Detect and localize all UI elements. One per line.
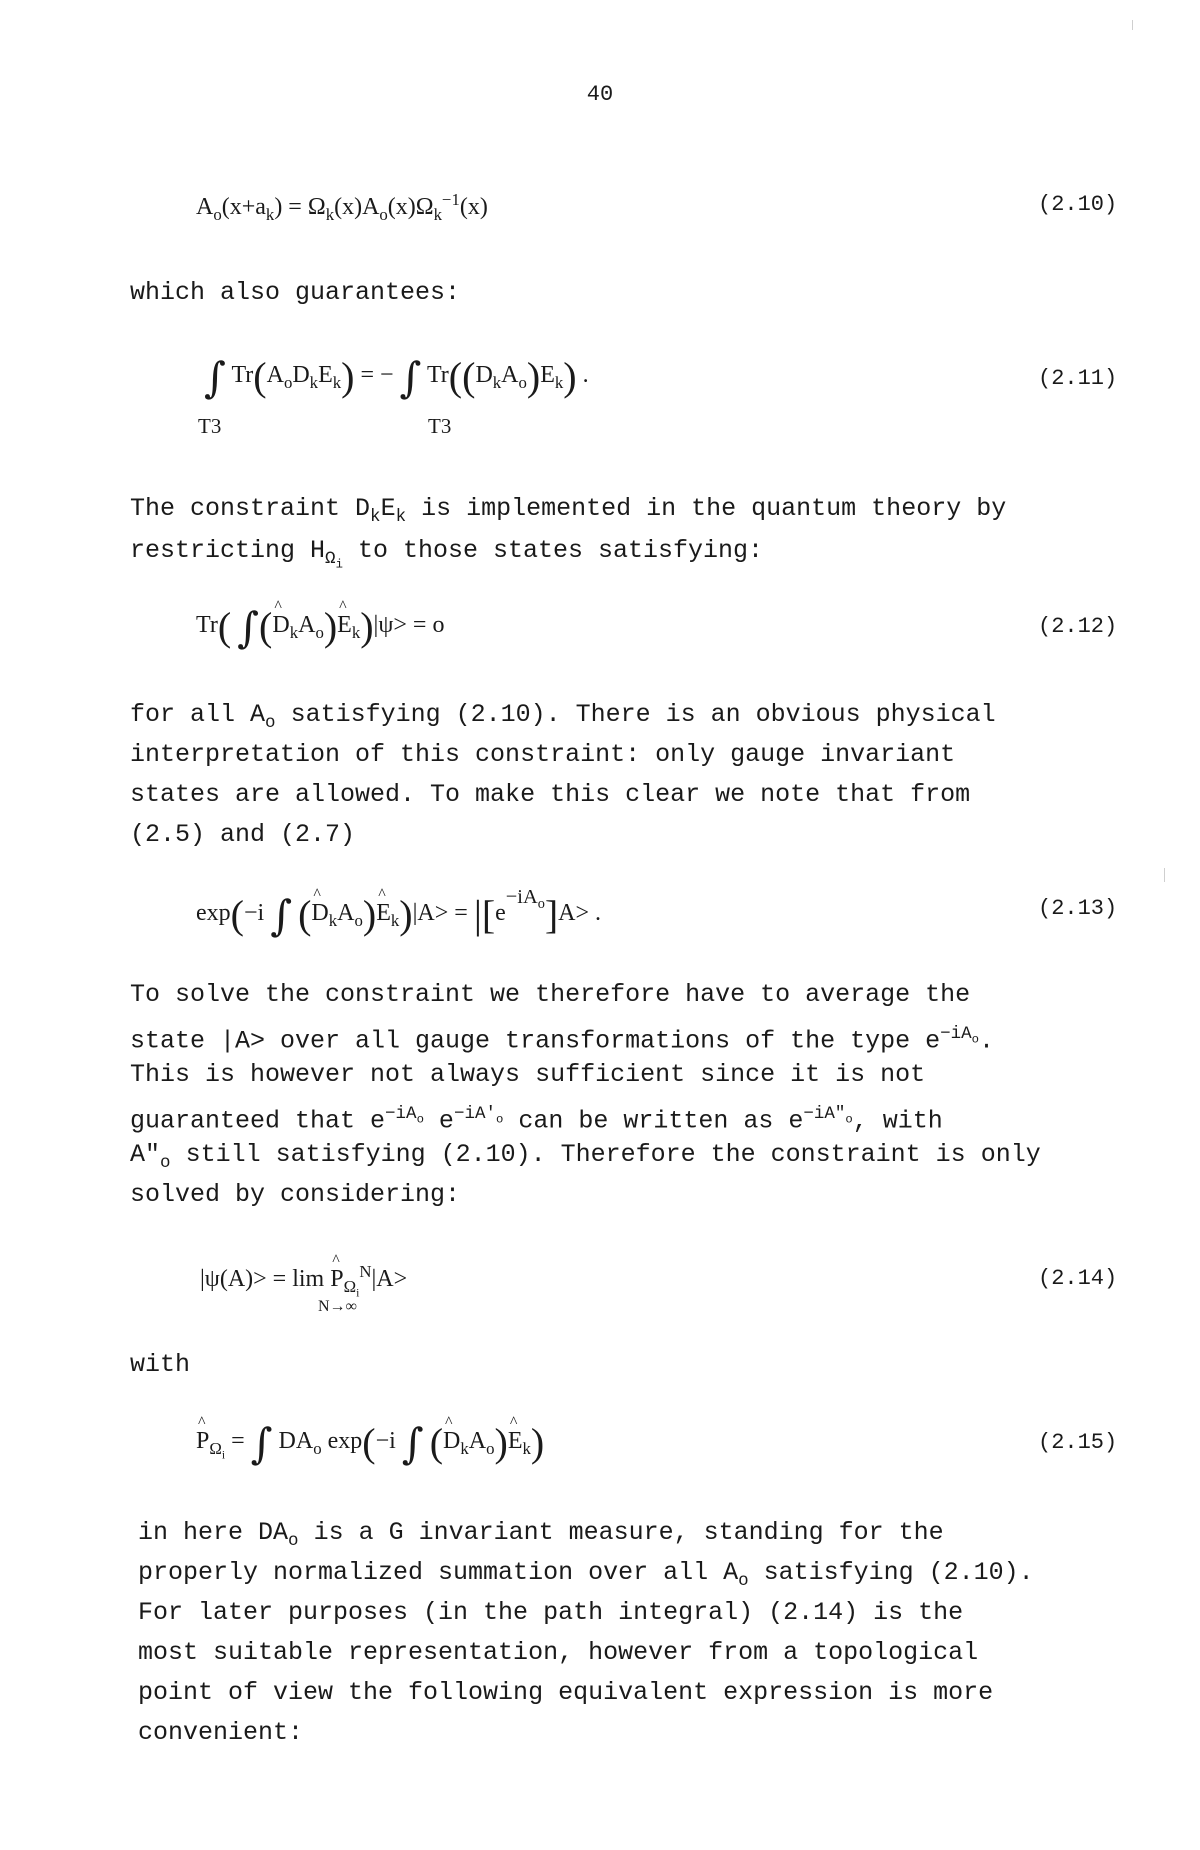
paragraph-text: point of view the following equivalent expression is more [138, 1678, 994, 1707]
scan-artifact [1132, 20, 1133, 30]
paragraph-text: This is however not always sufficient since it is not [130, 1060, 926, 1089]
paragraph-text: The constraint $D_kE_k$ is implemented in the quantum theory by [130, 494, 1007, 527]
paragraph-text: interpretation of this constraint: only gauge invariant [130, 740, 956, 769]
page-number: 40 [586, 82, 614, 107]
paragraph-text: restricting $H_{\Omega_i}$ to those states satisfying: [130, 536, 764, 572]
integral-domain: T3 [428, 414, 452, 438]
paragraph-text: For later purposes (in the path integral) (2.14) is the [138, 1598, 964, 1627]
paragraph-text: state |A> over all gauge transformations of the type $e^{-iA_o}$. [130, 1024, 995, 1056]
paragraph-text: $A"_o$ still satisfying (2.10). Therefore the constraint is only [130, 1140, 1041, 1173]
equation-2-15: ^ $P_{\Omega_i}$ = ∫ $DA_o$ exp(−i ∫ (^ $D_kA_o)\^{}$ $E_k$) [196, 1428, 544, 1461]
paragraph-text: most suitable representation, however from a topological [138, 1638, 979, 1667]
equation-2-14: |ψ(A)> = lim ^ $P_{\Omega_i}^N|A>$ [200, 1262, 407, 1299]
equation-2-13: exp(−i ∫ (^ $D_kA_o)\^{}$ $E_k)|A> = |[e^{-iA_o}]A>$ . [196, 894, 601, 931]
paragraph-text: To solve the constraint we therefore have to average the [130, 980, 971, 1009]
paragraph-text: solved by considering: [130, 1180, 461, 1209]
paragraph-text: (2.5) and (2.7) [130, 820, 356, 849]
integral-domain: T3 [198, 414, 222, 438]
equation-2-10: $A_o(x+a_k) = \Omega_k(x)A_o(x)\Omega_k^{-1}(x)$ [196, 190, 488, 224]
equation-2-12: Tr( ∫(^ $D_kA_o)\^{}$ $E_k)|\psi> = o$ [196, 612, 444, 643]
equation-number: (2.14) [1038, 1266, 1118, 1291]
paragraph-text: in here $DA_o$ is a G invariant measure, standing for the [138, 1518, 944, 1551]
paragraph-text: properly normalized summation over all $A_o$ satisfying (2.10). [138, 1558, 1034, 1591]
limit-subscript: N→∞ [318, 1298, 357, 1315]
paragraph-text: with [130, 1350, 191, 1379]
equation-2-11: ∫ $Tr(A_oD_kE_k)$ = − ∫ $Tr((D_kA_o)E_k)$ . [204, 353, 589, 402]
equation-number: (2.12) [1038, 614, 1118, 639]
equation-number: (2.11) [1038, 366, 1118, 391]
paragraph-text: for all $A_o$ satisfying (2.10). There is an obvious physical [130, 700, 996, 733]
equation-number: (2.15) [1038, 1430, 1118, 1455]
paragraph-text: states are allowed. To make this clear we note that from [130, 780, 971, 809]
paragraph-text: guaranteed that $e^{-iA_o}$ $e^{-iA'_o}$ can be written as $e^{-iA"_o}$, with [130, 1104, 943, 1136]
scan-artifact [1164, 868, 1165, 882]
equation-number: (2.10) [1038, 192, 1118, 217]
equation-number: (2.13) [1038, 896, 1118, 921]
paragraph-text: which also guarantees: [130, 278, 461, 307]
paragraph-text: convenient: [138, 1718, 304, 1747]
